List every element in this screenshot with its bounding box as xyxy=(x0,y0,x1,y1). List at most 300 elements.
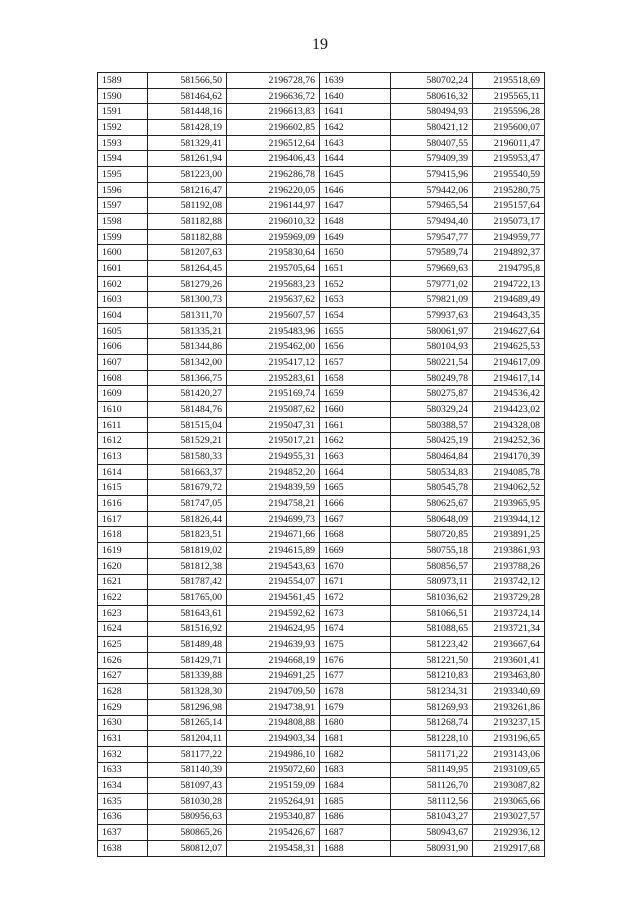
x-coordinate-cell: 579442,06 xyxy=(391,182,473,198)
point-number-cell: 1599 xyxy=(98,229,148,245)
x-coordinate-cell: 581464,62 xyxy=(148,88,227,104)
table-row xyxy=(98,590,545,606)
x-coordinate-cell: 579669,63 xyxy=(391,261,473,277)
y-coordinate-cell: 2196011,47 xyxy=(473,135,545,151)
y-coordinate-cell: 2194536,42 xyxy=(473,386,545,402)
y-coordinate-cell: 2194624,95 xyxy=(227,621,320,637)
y-coordinate-cell: 2194892,37 xyxy=(473,245,545,261)
x-coordinate-cell: 581342,00 xyxy=(148,355,227,371)
table-row xyxy=(98,699,545,715)
x-coordinate-cell: 580931,90 xyxy=(391,840,473,856)
point-number-cell: 1592 xyxy=(98,120,148,136)
point-number-cell: 1606 xyxy=(98,339,148,355)
point-number-cell: 1678 xyxy=(320,684,391,700)
y-coordinate-cell: 2195462,00 xyxy=(227,339,320,355)
point-number-cell: 1628 xyxy=(98,684,148,700)
y-coordinate-cell: 2193729,28 xyxy=(473,590,545,606)
point-number-cell: 1602 xyxy=(98,276,148,292)
table-row xyxy=(98,558,545,574)
point-number-cell: 1679 xyxy=(320,699,391,715)
y-coordinate-cell: 2194643,35 xyxy=(473,308,545,324)
x-coordinate-cell: 579937,63 xyxy=(391,308,473,324)
point-number-cell: 1596 xyxy=(98,182,148,198)
y-coordinate-cell: 2195283,61 xyxy=(227,370,320,386)
table-row xyxy=(98,261,545,277)
table-row xyxy=(98,386,545,402)
y-coordinate-cell: 2194639,93 xyxy=(227,637,320,653)
y-coordinate-cell: 2192917,68 xyxy=(473,840,545,856)
table-row xyxy=(98,402,545,418)
point-number-cell: 1591 xyxy=(98,104,148,120)
point-number-cell: 1617 xyxy=(98,511,148,527)
point-number-cell: 1589 xyxy=(98,73,148,89)
point-number-cell: 1676 xyxy=(320,652,391,668)
x-coordinate-cell: 580421,12 xyxy=(391,120,473,136)
x-coordinate-cell: 581207,63 xyxy=(148,245,227,261)
y-coordinate-cell: 2194668,19 xyxy=(227,652,320,668)
point-number-cell: 1627 xyxy=(98,668,148,684)
x-coordinate-cell: 581311,70 xyxy=(148,308,227,324)
table-row xyxy=(98,276,545,292)
x-coordinate-cell: 581826,44 xyxy=(148,511,227,527)
point-number-cell: 1609 xyxy=(98,386,148,402)
x-coordinate-cell: 580249,78 xyxy=(391,370,473,386)
x-coordinate-cell: 580702,24 xyxy=(391,73,473,89)
point-number-cell: 1685 xyxy=(320,793,391,809)
y-coordinate-cell: 2193463,80 xyxy=(473,668,545,684)
x-coordinate-cell: 581366,75 xyxy=(148,370,227,386)
point-number-cell: 1681 xyxy=(320,731,391,747)
point-number-cell: 1668 xyxy=(320,527,391,543)
x-coordinate-cell: 579494,40 xyxy=(391,214,473,230)
table-row xyxy=(98,762,545,778)
table-row xyxy=(98,151,545,167)
x-coordinate-cell: 580943,67 xyxy=(391,825,473,841)
x-coordinate-cell: 581812,38 xyxy=(148,558,227,574)
y-coordinate-cell: 2193109,65 xyxy=(473,762,545,778)
table-row xyxy=(98,511,545,527)
x-coordinate-cell: 581328,30 xyxy=(148,684,227,700)
table-row xyxy=(98,496,545,512)
table-row xyxy=(98,637,545,653)
y-coordinate-cell: 2195600,07 xyxy=(473,120,545,136)
y-coordinate-cell: 2194959,77 xyxy=(473,229,545,245)
point-number-cell: 1629 xyxy=(98,699,148,715)
y-coordinate-cell: 2193065,66 xyxy=(473,793,545,809)
x-coordinate-cell: 580973,11 xyxy=(391,574,473,590)
point-number-cell: 1619 xyxy=(98,543,148,559)
x-coordinate-cell: 580534,83 xyxy=(391,464,473,480)
point-number-cell: 1615 xyxy=(98,480,148,496)
x-coordinate-cell: 581204,11 xyxy=(148,731,227,747)
y-coordinate-cell: 2195540,59 xyxy=(473,167,545,183)
y-coordinate-cell: 2195483,96 xyxy=(227,323,320,339)
y-coordinate-cell: 2194738,91 xyxy=(227,699,320,715)
x-coordinate-cell: 581420,27 xyxy=(148,386,227,402)
y-coordinate-cell: 2195458,31 xyxy=(227,840,320,856)
point-number-cell: 1614 xyxy=(98,464,148,480)
point-number-cell: 1618 xyxy=(98,527,148,543)
x-coordinate-cell: 580407,55 xyxy=(391,135,473,151)
x-coordinate-cell: 581088,65 xyxy=(391,621,473,637)
x-coordinate-cell: 581265,14 xyxy=(148,715,227,731)
point-number-cell: 1616 xyxy=(98,496,148,512)
table-row xyxy=(98,840,545,856)
x-coordinate-cell: 581216,47 xyxy=(148,182,227,198)
table-row xyxy=(98,605,545,621)
x-coordinate-cell: 581335,21 xyxy=(148,323,227,339)
point-number-cell: 1601 xyxy=(98,261,148,277)
point-number-cell: 1631 xyxy=(98,731,148,747)
x-coordinate-cell: 581489,48 xyxy=(148,637,227,653)
y-coordinate-cell: 2195565,11 xyxy=(473,88,545,104)
table-row xyxy=(98,464,545,480)
point-number-cell: 1611 xyxy=(98,417,148,433)
x-coordinate-cell: 580329,24 xyxy=(391,402,473,418)
point-number-cell: 1612 xyxy=(98,433,148,449)
table-row xyxy=(98,433,545,449)
point-number-cell: 1620 xyxy=(98,558,148,574)
table-row xyxy=(98,245,545,261)
x-coordinate-cell: 579589,74 xyxy=(391,245,473,261)
point-number-cell: 1623 xyxy=(98,605,148,621)
x-coordinate-cell: 581043,27 xyxy=(391,809,473,825)
point-number-cell: 1674 xyxy=(320,621,391,637)
point-number-cell: 1659 xyxy=(320,386,391,402)
y-coordinate-cell: 2194625,53 xyxy=(473,339,545,355)
y-coordinate-cell: 2195157,64 xyxy=(473,198,545,214)
x-coordinate-cell: 580464,84 xyxy=(391,449,473,465)
point-number-cell: 1622 xyxy=(98,590,148,606)
x-coordinate-cell: 581448,16 xyxy=(148,104,227,120)
x-coordinate-cell: 581529,21 xyxy=(148,433,227,449)
x-coordinate-cell: 581787,42 xyxy=(148,574,227,590)
y-coordinate-cell: 2193965,95 xyxy=(473,496,545,512)
x-coordinate-cell: 579821,09 xyxy=(391,292,473,308)
x-coordinate-cell: 581515,04 xyxy=(148,417,227,433)
x-coordinate-cell: 581516,92 xyxy=(148,621,227,637)
x-coordinate-cell: 580865,26 xyxy=(148,825,227,841)
y-coordinate-cell: 2194722,13 xyxy=(473,276,545,292)
x-coordinate-cell: 580812,07 xyxy=(148,840,227,856)
table-row xyxy=(98,339,545,355)
x-coordinate-cell: 581679,72 xyxy=(148,480,227,496)
x-coordinate-cell: 579771,02 xyxy=(391,276,473,292)
y-coordinate-cell: 2194839,59 xyxy=(227,480,320,496)
y-coordinate-cell: 2193261,86 xyxy=(473,699,545,715)
table-row xyxy=(98,793,545,809)
table-row xyxy=(98,214,545,230)
point-number-cell: 1638 xyxy=(98,840,148,856)
y-coordinate-cell: 2194758,21 xyxy=(227,496,320,512)
x-coordinate-cell: 580388,57 xyxy=(391,417,473,433)
x-coordinate-cell: 581261,94 xyxy=(148,151,227,167)
y-coordinate-cell: 2195607,57 xyxy=(227,308,320,324)
point-number-cell: 1677 xyxy=(320,668,391,684)
y-coordinate-cell: 2194062,52 xyxy=(473,480,545,496)
y-coordinate-cell: 2195072,60 xyxy=(227,762,320,778)
point-number-cell: 1649 xyxy=(320,229,391,245)
y-coordinate-cell: 2194955,31 xyxy=(227,449,320,465)
x-coordinate-cell: 581268,74 xyxy=(391,715,473,731)
point-number-cell: 1626 xyxy=(98,652,148,668)
y-coordinate-cell: 2195087,62 xyxy=(227,402,320,418)
x-coordinate-cell: 580720,85 xyxy=(391,527,473,543)
x-coordinate-cell: 581171,22 xyxy=(391,746,473,762)
point-number-cell: 1648 xyxy=(320,214,391,230)
table-row xyxy=(98,809,545,825)
y-coordinate-cell: 2193143,06 xyxy=(473,746,545,762)
x-coordinate-cell: 581329,41 xyxy=(148,135,227,151)
table-row xyxy=(98,120,545,136)
x-coordinate-cell: 581140,39 xyxy=(148,762,227,778)
y-coordinate-cell: 2194561,45 xyxy=(227,590,320,606)
y-coordinate-cell: 2193721,34 xyxy=(473,621,545,637)
point-number-cell: 1613 xyxy=(98,449,148,465)
point-number-cell: 1636 xyxy=(98,809,148,825)
y-coordinate-cell: 2193087,82 xyxy=(473,778,545,794)
x-coordinate-cell: 581030,28 xyxy=(148,793,227,809)
point-number-cell: 1600 xyxy=(98,245,148,261)
point-number-cell: 1682 xyxy=(320,746,391,762)
point-number-cell: 1680 xyxy=(320,715,391,731)
table-row xyxy=(98,135,545,151)
point-number-cell: 1662 xyxy=(320,433,391,449)
point-number-cell: 1641 xyxy=(320,104,391,120)
y-coordinate-cell: 2193601,41 xyxy=(473,652,545,668)
y-coordinate-cell: 2196286,78 xyxy=(227,167,320,183)
point-number-cell: 1666 xyxy=(320,496,391,512)
point-number-cell: 1654 xyxy=(320,308,391,324)
x-coordinate-cell: 581182,88 xyxy=(148,214,227,230)
y-coordinate-cell: 2194592,62 xyxy=(227,605,320,621)
x-coordinate-cell: 581177,22 xyxy=(148,746,227,762)
x-coordinate-cell: 581566,50 xyxy=(148,73,227,89)
y-coordinate-cell: 2193667,64 xyxy=(473,637,545,653)
y-coordinate-cell: 2195969,09 xyxy=(227,229,320,245)
x-coordinate-cell: 580061,97 xyxy=(391,323,473,339)
table-row xyxy=(98,543,545,559)
y-coordinate-cell: 2194691,25 xyxy=(227,668,320,684)
table-row xyxy=(98,746,545,762)
x-coordinate-cell: 581221,50 xyxy=(391,652,473,668)
y-coordinate-cell: 2193861,93 xyxy=(473,543,545,559)
point-number-cell: 1650 xyxy=(320,245,391,261)
y-coordinate-cell: 2194986,10 xyxy=(227,746,320,762)
point-number-cell: 1608 xyxy=(98,370,148,386)
y-coordinate-cell: 2193237,15 xyxy=(473,715,545,731)
table-row xyxy=(98,308,545,324)
point-number-cell: 1661 xyxy=(320,417,391,433)
point-number-cell: 1646 xyxy=(320,182,391,198)
x-coordinate-cell: 581210,83 xyxy=(391,668,473,684)
page-number: 19 xyxy=(312,36,328,53)
x-coordinate-cell: 580221,54 xyxy=(391,355,473,371)
y-coordinate-cell: 2195073,17 xyxy=(473,214,545,230)
table-row xyxy=(98,621,545,637)
x-coordinate-cell: 581279,26 xyxy=(148,276,227,292)
x-coordinate-cell: 581149,95 xyxy=(391,762,473,778)
x-coordinate-cell: 580425,19 xyxy=(391,433,473,449)
table-row xyxy=(98,652,545,668)
point-number-cell: 1633 xyxy=(98,762,148,778)
y-coordinate-cell: 2193196,65 xyxy=(473,731,545,747)
point-number-cell: 1665 xyxy=(320,480,391,496)
x-coordinate-cell: 581580,33 xyxy=(148,449,227,465)
y-coordinate-cell: 2195596,28 xyxy=(473,104,545,120)
point-number-cell: 1660 xyxy=(320,402,391,418)
point-number-cell: 1637 xyxy=(98,825,148,841)
y-coordinate-cell: 2194170,39 xyxy=(473,449,545,465)
y-coordinate-cell: 2193742,12 xyxy=(473,574,545,590)
y-coordinate-cell: 2193788,26 xyxy=(473,558,545,574)
x-coordinate-cell: 579547,77 xyxy=(391,229,473,245)
point-number-cell: 1590 xyxy=(98,88,148,104)
x-coordinate-cell: 581484,76 xyxy=(148,402,227,418)
x-coordinate-cell: 581223,00 xyxy=(148,167,227,183)
point-number-cell: 1593 xyxy=(98,135,148,151)
y-coordinate-cell: 2194617,14 xyxy=(473,370,545,386)
y-coordinate-cell: 2196728,76 xyxy=(227,73,320,89)
point-number-cell: 1625 xyxy=(98,637,148,653)
x-coordinate-cell: 579415,96 xyxy=(391,167,473,183)
x-coordinate-cell: 581429,71 xyxy=(148,652,227,668)
point-number-cell: 1607 xyxy=(98,355,148,371)
table-row xyxy=(98,825,545,841)
table-row xyxy=(98,323,545,339)
x-coordinate-cell: 581192,08 xyxy=(148,198,227,214)
x-coordinate-cell: 581747,05 xyxy=(148,496,227,512)
point-number-cell: 1663 xyxy=(320,449,391,465)
y-coordinate-cell: 2194689,49 xyxy=(473,292,545,308)
x-coordinate-cell: 580616,32 xyxy=(391,88,473,104)
x-coordinate-cell: 581234,31 xyxy=(391,684,473,700)
x-coordinate-cell: 580625,67 xyxy=(391,496,473,512)
y-coordinate-cell: 2195518,69 xyxy=(473,73,545,89)
x-coordinate-cell: 581066,51 xyxy=(391,605,473,621)
x-coordinate-cell: 581223,42 xyxy=(391,637,473,653)
point-number-cell: 1669 xyxy=(320,543,391,559)
point-number-cell: 1610 xyxy=(98,402,148,418)
y-coordinate-cell: 2195417,12 xyxy=(227,355,320,371)
point-number-cell: 1652 xyxy=(320,276,391,292)
table-row xyxy=(98,668,545,684)
y-coordinate-cell: 2192936,12 xyxy=(473,825,545,841)
point-number-cell: 1603 xyxy=(98,292,148,308)
y-coordinate-cell: 2195264,91 xyxy=(227,793,320,809)
point-number-cell: 1655 xyxy=(320,323,391,339)
y-coordinate-cell: 2194423,02 xyxy=(473,402,545,418)
y-coordinate-cell: 2195705,64 xyxy=(227,261,320,277)
point-number-cell: 1604 xyxy=(98,308,148,324)
table-row xyxy=(98,731,545,747)
y-coordinate-cell: 2196613,83 xyxy=(227,104,320,120)
y-coordinate-cell: 2194554,07 xyxy=(227,574,320,590)
x-coordinate-cell: 580545,78 xyxy=(391,480,473,496)
x-coordinate-cell: 581228,10 xyxy=(391,731,473,747)
point-number-cell: 1684 xyxy=(320,778,391,794)
point-number-cell: 1640 xyxy=(320,88,391,104)
point-number-cell: 1688 xyxy=(320,840,391,856)
x-coordinate-cell: 579465,54 xyxy=(391,198,473,214)
point-number-cell: 1671 xyxy=(320,574,391,590)
x-coordinate-cell: 581126,70 xyxy=(391,778,473,794)
table-row xyxy=(98,73,545,89)
point-number-cell: 1672 xyxy=(320,590,391,606)
point-number-cell: 1634 xyxy=(98,778,148,794)
point-number-cell: 1653 xyxy=(320,292,391,308)
y-coordinate-cell: 2194085,78 xyxy=(473,464,545,480)
table-row xyxy=(98,104,545,120)
y-coordinate-cell: 2194903,34 xyxy=(227,731,320,747)
x-coordinate-cell: 581269,93 xyxy=(391,699,473,715)
point-number-cell: 1642 xyxy=(320,120,391,136)
table-row xyxy=(98,527,545,543)
point-number-cell: 1598 xyxy=(98,214,148,230)
x-coordinate-cell: 580956,63 xyxy=(148,809,227,825)
table-row xyxy=(98,684,545,700)
x-coordinate-cell: 581264,45 xyxy=(148,261,227,277)
table-row xyxy=(98,88,545,104)
table-row xyxy=(98,574,545,590)
point-number-cell: 1594 xyxy=(98,151,148,167)
table-row xyxy=(98,292,545,308)
y-coordinate-cell: 2196010,32 xyxy=(227,214,320,230)
y-coordinate-cell: 2195047,31 xyxy=(227,417,320,433)
x-coordinate-cell: 580856,57 xyxy=(391,558,473,574)
x-coordinate-cell: 581819,02 xyxy=(148,543,227,559)
y-coordinate-cell: 2196602,85 xyxy=(227,120,320,136)
point-number-cell: 1595 xyxy=(98,167,148,183)
table-row xyxy=(98,480,545,496)
point-number-cell: 1597 xyxy=(98,198,148,214)
point-number-cell: 1673 xyxy=(320,605,391,621)
point-number-cell: 1664 xyxy=(320,464,391,480)
point-number-cell: 1651 xyxy=(320,261,391,277)
x-coordinate-cell: 581823,51 xyxy=(148,527,227,543)
x-coordinate-cell: 579409,39 xyxy=(391,151,473,167)
y-coordinate-cell: 2193944,12 xyxy=(473,511,545,527)
table-row xyxy=(98,198,545,214)
y-coordinate-cell: 2194252,36 xyxy=(473,433,545,449)
x-coordinate-cell: 581428,19 xyxy=(148,120,227,136)
table-row xyxy=(98,355,545,371)
table-row xyxy=(98,778,545,794)
y-coordinate-cell: 2194671,66 xyxy=(227,527,320,543)
x-coordinate-cell: 581344,86 xyxy=(148,339,227,355)
y-coordinate-cell: 2196144,97 xyxy=(227,198,320,214)
y-coordinate-cell: 2194543,63 xyxy=(227,558,320,574)
y-coordinate-cell: 2195159,09 xyxy=(227,778,320,794)
y-coordinate-cell: 2193891,25 xyxy=(473,527,545,543)
x-coordinate-cell: 581765,00 xyxy=(148,590,227,606)
y-coordinate-cell: 2194699,73 xyxy=(227,511,320,527)
table-row xyxy=(98,167,545,183)
y-coordinate-cell: 2195017,21 xyxy=(227,433,320,449)
x-coordinate-cell: 580648,09 xyxy=(391,511,473,527)
point-number-cell: 1647 xyxy=(320,198,391,214)
y-coordinate-cell: 2196406,43 xyxy=(227,151,320,167)
point-number-cell: 1644 xyxy=(320,151,391,167)
point-number-cell: 1605 xyxy=(98,323,148,339)
point-number-cell: 1643 xyxy=(320,135,391,151)
y-coordinate-cell: 2195830,64 xyxy=(227,245,320,261)
point-number-cell: 1645 xyxy=(320,167,391,183)
point-number-cell: 1686 xyxy=(320,809,391,825)
x-coordinate-cell: 581300,73 xyxy=(148,292,227,308)
y-coordinate-cell: 2194709,50 xyxy=(227,684,320,700)
y-coordinate-cell: 2193027,57 xyxy=(473,809,545,825)
